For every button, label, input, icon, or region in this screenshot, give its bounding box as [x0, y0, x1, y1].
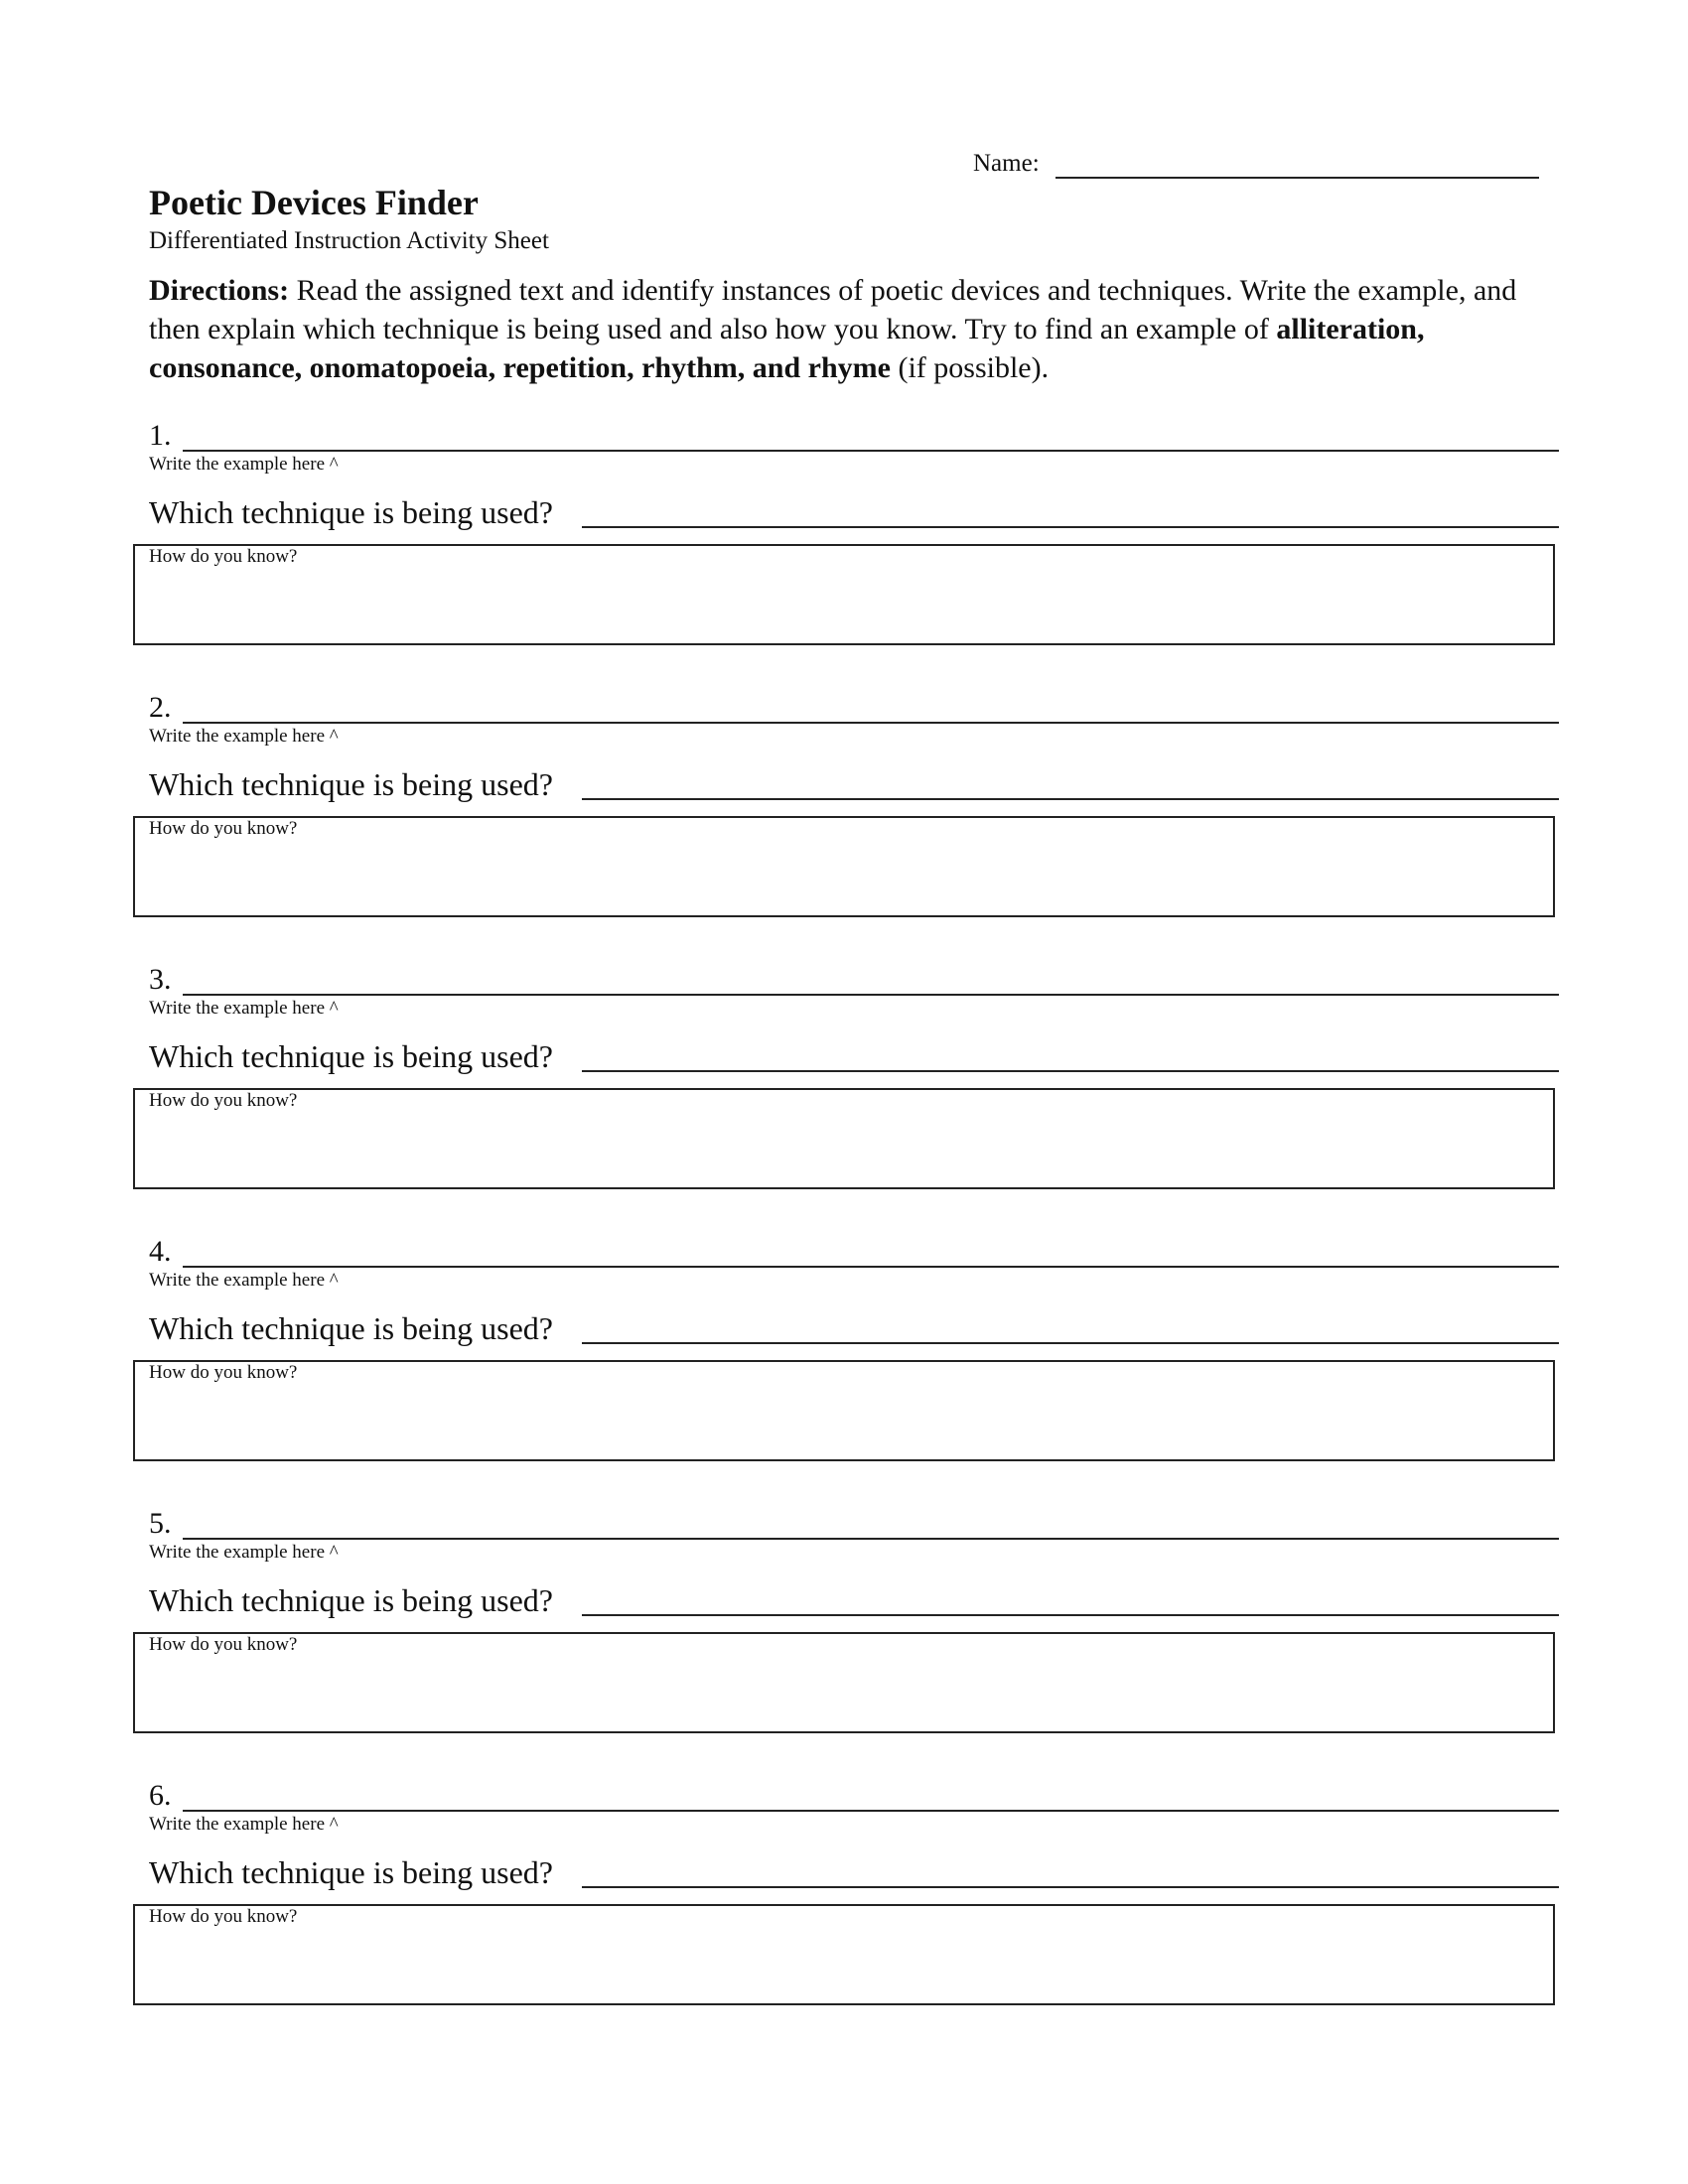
how-do-you-know-label: How do you know? [149, 1090, 298, 1111]
name-label: Name: [973, 150, 1040, 177]
item-number: 6. [149, 1779, 172, 1812]
technique-prompt: Which technique is being used? [149, 1582, 553, 1618]
example-field[interactable] [183, 1266, 1559, 1268]
example-field[interactable] [183, 722, 1559, 724]
directions [149, 271, 1559, 387]
directions-devices: alliteration, consonance, onomatopoeia, repetition, rhythm, and rhyme [149, 313, 1425, 384]
technique-field[interactable] [582, 798, 1559, 800]
item-2 [133, 690, 1559, 938]
technique-prompt: Which technique is being used? [149, 766, 553, 802]
example-hint: Write the example here ^ [149, 454, 339, 475]
technique-prompt: Which technique is being used? [149, 494, 553, 530]
example-field[interactable] [183, 994, 1559, 996]
technique-prompt: Which technique is being used? [149, 1854, 553, 1890]
how-do-you-know-box[interactable] [133, 1904, 1555, 2005]
example-field[interactable] [183, 1810, 1559, 1812]
example-hint: Write the example here ^ [149, 1814, 339, 1835]
directions-text-2: (if possible). [890, 351, 1050, 384]
name-field[interactable] [1055, 177, 1539, 179]
item-number: 4. [149, 1235, 172, 1268]
how-do-you-know-label: How do you know? [149, 546, 298, 567]
directions-lead: Directions: [149, 274, 290, 307]
example-hint: Write the example here ^ [149, 1542, 339, 1563]
item-4 [133, 1234, 1559, 1482]
technique-field[interactable] [582, 1614, 1559, 1616]
technique-field[interactable] [582, 1886, 1559, 1888]
how-do-you-know-label: How do you know? [149, 818, 298, 839]
item-number: 5. [149, 1507, 172, 1540]
how-do-you-know-label: How do you know? [149, 1362, 298, 1383]
page-title: Poetic Devices Finder [149, 183, 479, 222]
item-6 [133, 1778, 1559, 2026]
technique-field[interactable] [582, 526, 1559, 528]
example-hint: Write the example here ^ [149, 726, 339, 747]
item-number: 1. [149, 419, 172, 452]
item-number: 3. [149, 963, 172, 996]
page-subtitle: Differentiated Instruction Activity Sheet [149, 227, 549, 254]
name-area [973, 149, 1539, 183]
technique-field[interactable] [582, 1070, 1559, 1072]
technique-prompt: Which technique is being used? [149, 1038, 553, 1074]
item-3 [133, 962, 1559, 1210]
example-field[interactable] [183, 450, 1559, 452]
technique-field[interactable] [582, 1342, 1559, 1344]
example-hint: Write the example here ^ [149, 1270, 339, 1291]
item-1 [133, 418, 1559, 666]
how-do-you-know-box[interactable] [133, 544, 1555, 645]
how-do-you-know-box[interactable] [133, 1360, 1555, 1461]
example-hint: Write the example here ^ [149, 998, 339, 1019]
item-number: 2. [149, 691, 172, 724]
example-field[interactable] [183, 1538, 1559, 1540]
directions-text-1: Read the assigned text and identify instances of poetic devices and techniques. Write the example, and then explain which technique is being used and also how you know. Try to find an example of [149, 274, 1517, 345]
how-do-you-know-box[interactable] [133, 1632, 1555, 1733]
how-do-you-know-label: How do you know? [149, 1634, 298, 1655]
how-do-you-know-label: How do you know? [149, 1906, 298, 1927]
how-do-you-know-box[interactable] [133, 816, 1555, 917]
item-5 [133, 1506, 1559, 1754]
technique-prompt: Which technique is being used? [149, 1310, 553, 1346]
how-do-you-know-box[interactable] [133, 1088, 1555, 1189]
